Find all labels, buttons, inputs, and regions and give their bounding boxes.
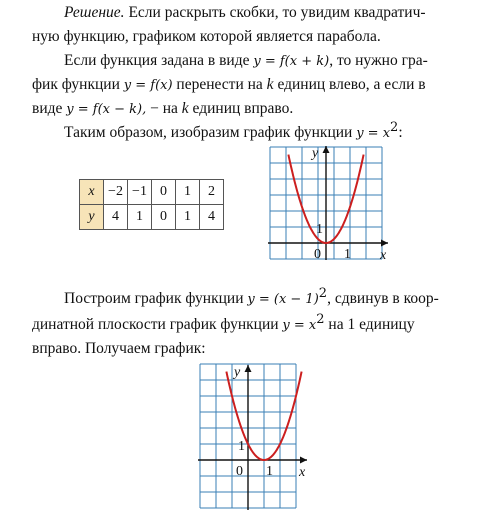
- y-axis-label: y: [234, 365, 241, 380]
- table-cell: 0: [152, 205, 176, 230]
- unit-x-label: 1: [266, 464, 273, 479]
- unit-y-label: 1: [238, 439, 245, 454]
- table-cell: 2: [200, 180, 224, 205]
- rule-text: , то нужно гра-: [329, 52, 428, 69]
- k-symbol: k: [181, 100, 189, 117]
- table-cell: 1: [128, 205, 152, 230]
- rule-line-3: [32, 100, 293, 118]
- k-symbol: k: [266, 76, 274, 93]
- formula-x-squared: y = x: [356, 126, 391, 141]
- y-axis-arrow: [245, 365, 252, 372]
- rule-text: виде: [32, 100, 67, 117]
- table-cell: 4: [200, 205, 224, 230]
- rule-text: перенести на: [172, 76, 267, 93]
- exponent: 2: [316, 312, 325, 327]
- graph-parabola: [262, 143, 392, 260]
- axes: [198, 365, 307, 510]
- formula-x-squared: y = x: [282, 318, 317, 333]
- table-row-y: [80, 205, 224, 230]
- rule-line-2: [32, 76, 426, 94]
- shift-line-1: [64, 286, 439, 308]
- formula-shifted: y = (x − 1): [247, 292, 319, 307]
- table-cell: −1: [128, 180, 152, 205]
- exponent: 2: [318, 286, 328, 301]
- table-header-y: y: [80, 205, 104, 230]
- formula-base: y = f(x): [123, 78, 173, 93]
- shift-line-2: [32, 312, 415, 334]
- table-cell: −2: [104, 180, 128, 205]
- y-axis-label: y: [312, 146, 319, 161]
- shift-text: вправо. Получаем график:: [32, 340, 206, 357]
- draw-parabola-line: [64, 120, 403, 142]
- unit-y-label: 1: [316, 222, 323, 237]
- origin-label: 0: [236, 464, 243, 479]
- x-axis-arrow: [300, 457, 307, 464]
- x-axis-arrow: [381, 240, 388, 247]
- shift-line-3: [32, 340, 206, 358]
- table-row-x: [80, 180, 224, 205]
- rule-text: единиц вправо.: [188, 100, 294, 117]
- shift-text: на 1 единицу: [324, 316, 415, 333]
- origin-label: 0: [314, 247, 321, 260]
- unit-x-label: 1: [344, 247, 351, 260]
- value-table: [79, 179, 224, 230]
- solution-text-a: Если раскрыть скобки, то увидим квадратич-: [124, 4, 426, 21]
- rule-text: единиц влево, а если в: [273, 76, 426, 93]
- solution-line-1: [64, 4, 426, 22]
- shift-text: , сдвинув в коор-: [327, 290, 439, 307]
- rule-text: − на: [146, 100, 182, 117]
- formula-shift-left: y = f(x + k): [253, 54, 330, 69]
- formula-shift-right: y = f(x − k),: [66, 102, 147, 117]
- table-cell: 0: [152, 180, 176, 205]
- rule-text: Если функция задана в виде: [64, 52, 254, 69]
- graph-shifted-parabola: [191, 362, 311, 510]
- draw-text: Таким образом, изобразим график функции: [64, 124, 357, 141]
- solution-line-2: [32, 28, 381, 46]
- table-header-x: x: [80, 180, 104, 205]
- shift-text: динатной плоскости график функции: [32, 316, 283, 333]
- x-axis-label: x: [299, 465, 306, 480]
- x-axis-label: x: [380, 248, 387, 260]
- shift-text: Построим график функции: [64, 290, 248, 307]
- colon: :: [398, 124, 403, 141]
- rule-text: фик функции: [32, 76, 124, 93]
- table-cell: 4: [104, 205, 128, 230]
- solution-text-b: ную функцию, графиком которой является парабола.: [32, 28, 381, 45]
- rule-line-1: [64, 52, 428, 70]
- table-cell: 1: [176, 180, 200, 205]
- solution-label: Решение.: [64, 4, 125, 21]
- table-cell: 1: [176, 205, 200, 230]
- exponent: 2: [390, 120, 399, 135]
